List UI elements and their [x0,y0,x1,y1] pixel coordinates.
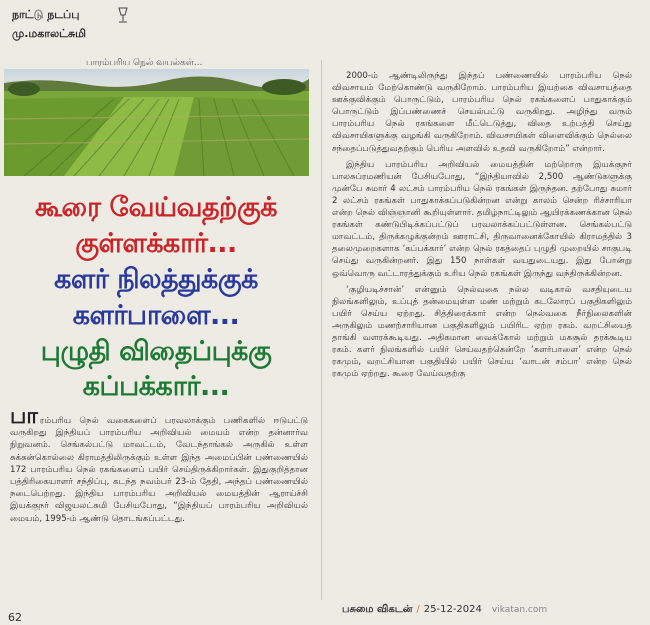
section-tag: நாட்டு நடப்பு [12,8,80,21]
headline-line-4: களர்பாளை... [72,300,240,331]
article-body-left [10,404,308,525]
headline-line-3: களர் நிலத்துக்குக் [54,264,258,295]
page-number: 62 [8,611,22,624]
footer [342,604,547,616]
article-body-right [332,70,632,384]
drop-cap: பா [10,404,38,429]
issue-date: 25-12-2024 [423,604,482,615]
paragraph-3: ‘குழியடிச்சான்’ என்னும் நெல்வகை நல்ல வடிகால் வசதியுடைய நிலங்களிலும், உப்புத் தன்மையுள்ள மண் மற்றும் கடலோரப் பகுதிகளிலும் பயிர் செய்ய ஏற்றது. சித்திரைக்கார் என்ற நெல்வகை நீர்நிலைகளின் அருகிலும் மணற்சாரியான பகுதிகளிலும் பயிரிட ஏற்ற ரகம். வறட்சியைத் தாங்கி வளரக்கூடியது. அதிகமான வைக்கோல் மற்றும் மகசூல் தரக்கூடிய ரகம். களர் நிலங்களில் பயிர் செய்வதற்கென்றே ‘களர்பாளை’ என்ற நெல் ரகமும், வறட்சியான பகுதியில் பயிர் செய்ய ‘வாடன் சம்பா’ என்ற நெல் ரகமும் ஏற்றது. கூரை வேய்வதற்கு [332,284,632,380]
paddy-field-photo [4,69,309,176]
headline-line-2: குள்ளக்கார்... [75,228,237,259]
headline-line-6: கப்பக்கார்... [82,371,230,402]
footer-separator: / [416,604,420,615]
paragraph-1: 2000-ம் ஆண்டிலிருந்து இந்தப் பண்ணையில் பாரம்பரிய நெல் விவசாயம் மேற்கொண்டு வருகிறோம். பாரம்பரிய இயற்கை விவசாயத்தை ஊக்குவிக்கும் பொருட்டும், பாரம்பரிய நெல் ரகங்களைப் பாதுகாக்கும் பொருட்டும் இப்பண்ணைச் செயல்பட்டு வருகிறது. அழிந்து வரும் பாரம்பரிய நெல் ரகங்களை மீட்டெடுத்து, விதை உற்பத்தி செய்து விவசாயிகளுக்கு வழங்கி வருகிறோம். விவசாயிகள் விளைவிக்கும் நெல்லை சந்தைப்படுத்துவதற்கும் பெரிய அளவில் உதவி வருகிறோம்” என்றார். [332,71,632,154]
magazine-name: பசுமை விகடன் [342,604,413,615]
article-intro-text: ரம்பரிய நெல் வகைகளைப் பரவலாக்கும் பணிகளில் ஈடுபட்டு வருகிறது இந்தியப் பாரம்பரிய அறிவியல் மையம் என்ற தன்னார்வ நிறுவனம். செங்கல்பட்டு மாவட்டம், வேடந்தாங்கல் அருகில் உள்ள சுக்கன்கொல்லை கிராமத்திலிருக்கும் உள்ள இந்த அமைப்பின் பண்ணையில் 172 பாரம்பரிய நெல் ரகங்களைப் பயிர் செய்திருக்கிறார்கள். இதுகுறித்தான பத்திரிகையாளர் சந்திப்பு, கடந்த நவம்பர் 23-ம் தேதி, அந்தப் பண்ணையில் நடைபெற்றது. இந்திய பாரம்பரிய அறிவியல் மையத்தின் ஆராய்ச்சி இயக்குநர் விஜயலட்சுமி பேசியபோது, “இந்தியப் பாரம்பரிய அறிவியல் மையம், 1995-ம் ஆண்டு தொடங்கப்பட்டது. [10,416,308,524]
paragraph-2: இந்திய பாரம்பரிய அறிவியல் மையத்தின் மற்றொரு இயக்குநர் பாலசுப்ரமணியன் பேசியபோது, “இந்தியாவில் 2,500 ஆண்டுகளுக்கு முன்பே சுமார் 4 லட்சம் பாரம்பரிய நெல் ரகங்கள் இருந்தன. தற்போது சுமார் 2 லட்சம் ரகங்கள் பாதுகாக்கப்படுகின்றன என்று காலம் சென்ற ரிச்சாரியா என்ற நெல் விஞ்ஞானி கூறியுள்ளார். தமிழ்நாட்டிலும் ஆயிரக்கணக்கான நெல் ரகங்கள் கண்டுபிடிக்கப்பட்டுப் பரவலாக்கப்பட்டுள்ளன. செங்கல்பட்டு மாவட்டம், திருக்கழுக்குன்றம் ஊராட்சி, திருவானைக்கோயில் கிராமத்தில் 3 தலைமுறைகளாக ‘கப்பக்கார்’ என்ற நெல் ரகத்தைப் புழுதி முறையில் சாகுபடி செய்து வருகின்றனர். இது 150 நாள்கள் வயதுடையது. இது போன்று ஒவ்வொரு வட்டாரத்துக்கும் உரிய நெல் ரகங்கள் இருந்து வந்திருக்கின்றன. [332,159,632,279]
headline-line-1: கூரை வேய்வதற்குக் [34,192,278,223]
author-name: மு.மகாலட்சுமி [12,27,86,40]
website: vikatan.com [491,605,548,615]
photo-caption: பாரம்பரிய நெல் வயல்கள்... [86,58,203,68]
headline-line-5: புழுதி விதைப்புக்கு [40,336,272,367]
lamp-icon [116,6,130,24]
column-divider [321,60,322,600]
